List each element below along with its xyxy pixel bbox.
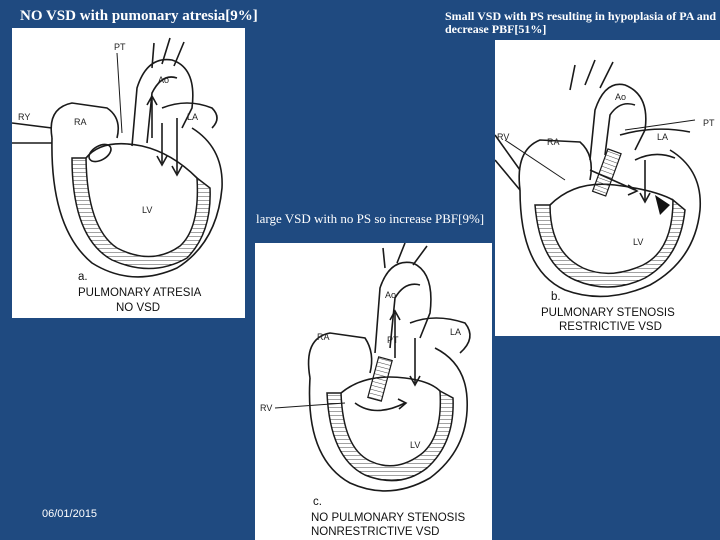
label-ao: Ao xyxy=(615,92,627,102)
label-ra: RA xyxy=(74,117,87,127)
label-pt: PT xyxy=(387,335,399,345)
label-pt: PT xyxy=(703,118,715,128)
heart-diagram-a xyxy=(12,28,245,318)
label-la: LA xyxy=(187,112,199,122)
label-lv: LV xyxy=(410,440,421,450)
label-ao: Ao xyxy=(158,75,170,85)
figure-b-line1: PULMONARY STENOSIS xyxy=(541,307,675,319)
label-lv: LV xyxy=(633,237,644,247)
heart-drawing xyxy=(12,38,222,277)
label-ao: Ao xyxy=(385,290,397,300)
figure-b-letter: b. xyxy=(551,291,561,303)
figure-a-letter: a. xyxy=(78,271,88,283)
label-ra: RA xyxy=(547,137,560,147)
label-la: LA xyxy=(450,327,462,337)
figure-c-line1: NO PULMONARY STENOSIS xyxy=(311,512,466,524)
caption-a: NO VSD with pumonary atresia[9%] xyxy=(20,8,258,24)
caption-c: large VSD with no PS so increase PBF[9%] xyxy=(256,211,485,226)
heart-drawing xyxy=(495,60,700,296)
caption-b: Small VSD with PS resulting in hypoplasia of PA and decrease PBF[51%] xyxy=(445,9,717,36)
slide-date: 06/01/2015 xyxy=(42,508,98,520)
label-ra: RA xyxy=(317,332,330,342)
heart-diagram-c xyxy=(255,243,492,540)
label-rv: RV xyxy=(497,132,510,142)
label-lv: LV xyxy=(142,205,153,215)
heart-drawing xyxy=(275,243,470,491)
label-pt: PT xyxy=(114,42,126,52)
figure-c-line2: NONRESTRICTIVE VSD xyxy=(311,526,440,538)
label-ry: RY xyxy=(18,112,31,122)
figure-c-letter: c. xyxy=(313,496,322,508)
figure-a-line1: PULMONARY ATRESIA xyxy=(78,287,202,299)
label-la: LA xyxy=(657,132,669,142)
figure-b-line2: RESTRICTIVE VSD xyxy=(559,321,662,333)
heart-diagram-b xyxy=(495,40,720,336)
figure-a-line2: NO VSD xyxy=(116,302,161,314)
label-rv: RV xyxy=(260,403,273,413)
